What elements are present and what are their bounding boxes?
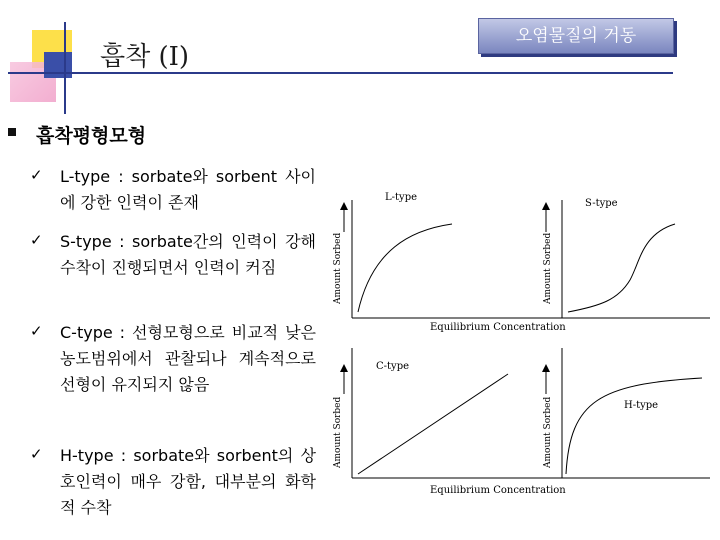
panel-label: H-type [624,400,659,411]
panel-label: L-type [385,192,418,203]
slide-title: 흡착 (I) [100,42,190,72]
isotherm-curve [358,374,508,474]
item-text: S-type : sorbate간의 인력이 강해 수착이 진행되면서 인력이 커짐 [60,232,316,277]
panel-h-type [536,348,710,478]
y-axis-label: Amount Sorbed [543,232,553,304]
isotherm-diagram [320,170,720,510]
bullet-square-icon [8,128,16,136]
checkmark-icon: ✓ [30,231,43,249]
y-axis-label: Amount Sorbed [333,232,343,304]
section-heading: 흡착평형모형 [36,125,147,147]
y-axis-label: Amount Sorbed [543,396,553,468]
isotherm-curve [568,224,675,312]
panel-c-type [333,348,536,478]
y-axis-label: Amount Sorbed [333,396,343,468]
checkmark-icon: ✓ [30,322,43,340]
panel-l-type [333,192,536,318]
x-axis-label: Equilibrium Concentration [430,485,566,496]
panel-label: S-type [585,198,618,209]
decor-vertical-line [64,22,66,114]
decor-blue-square [44,52,72,78]
item-text: H-type : sorbate와 sorbent의 상호인력이 매우 강함, 대부분의 화학적 수착 [60,446,316,517]
isotherm-curve [566,378,702,474]
x-axis-label: Equilibrium Concentration [430,322,566,333]
item-text: L-type : sorbate와 sorbent 사이에 강한 인력이 존재 [60,167,316,212]
item-text: C-type : 선형모형으로 비교적 낮은 농도범위에서 관찰되나 계속적으로 선형이 유지되지 않음 [60,323,316,394]
isotherm-curve [358,224,452,312]
panel-s-type [536,198,710,318]
checkmark-icon: ✓ [30,445,43,463]
checkmark-icon: ✓ [30,166,43,184]
panel-label: C-type [376,361,410,372]
topic-banner: 오염물질의 거동 [478,18,674,54]
